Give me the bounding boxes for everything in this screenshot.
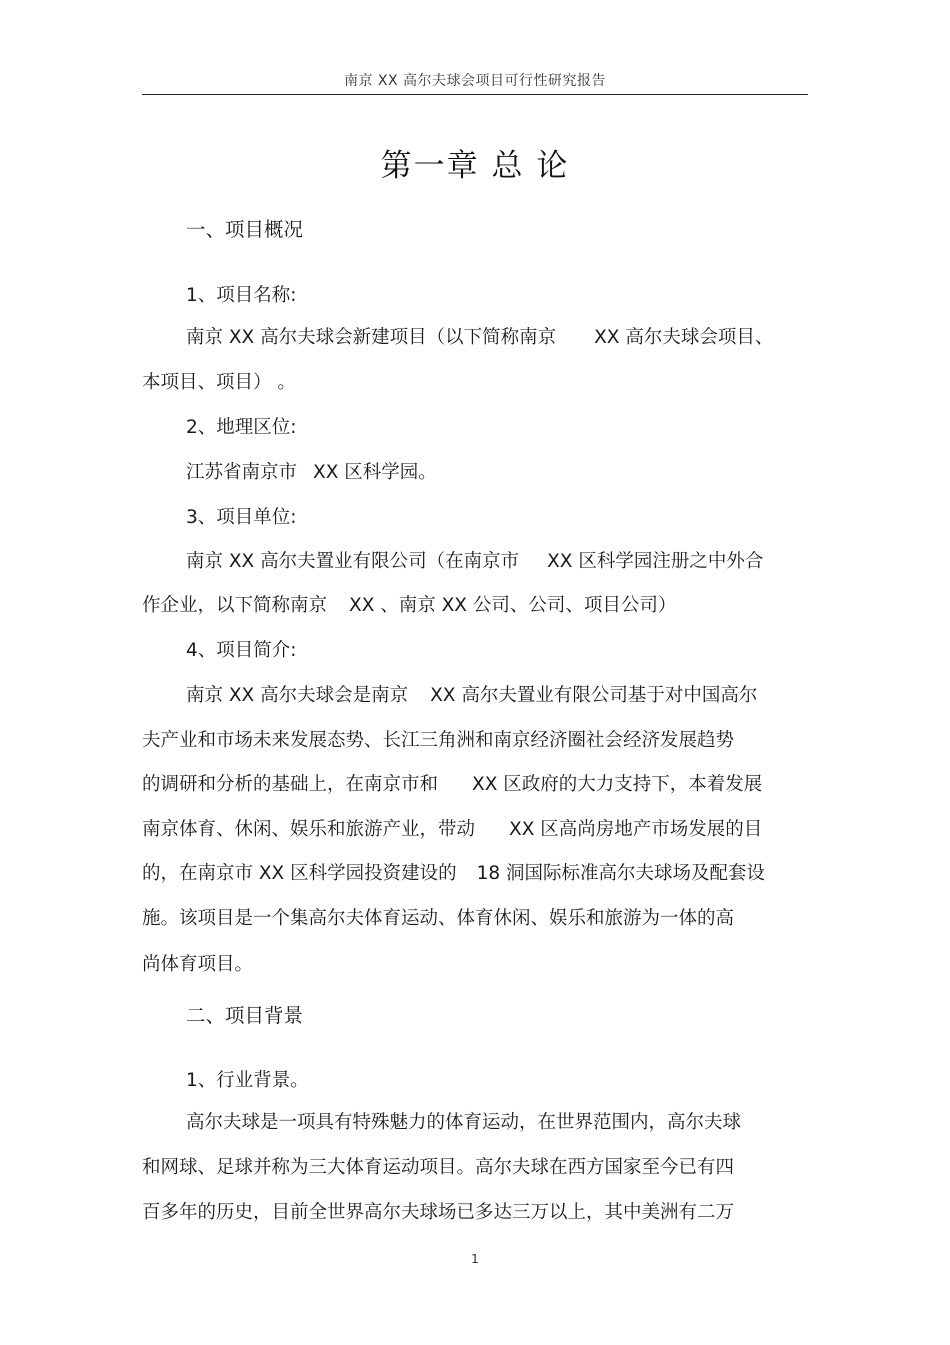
text-span: XX 区科学园。: [313, 462, 437, 483]
text-span: 南京 XX 高尔夫球会新建项目（以下简称南京: [186, 327, 557, 348]
paragraph-line: 本项目、项目） 。: [142, 372, 296, 393]
section-heading-background: 二、项目背景: [186, 1004, 304, 1027]
text-span: XX 区高尚房地产市场发展的目: [509, 819, 763, 840]
item-label-industry-background: 1、行业背景。: [186, 1070, 309, 1091]
text-span: XX 高尔夫球会项目、: [594, 327, 774, 348]
text-span: XX 、南京 XX 公司、公司、项目公司）: [349, 595, 677, 616]
chapter-title: 第一章 总 论: [380, 148, 570, 184]
text-span: XX 区政府的大力支持下，本着发展: [472, 774, 763, 795]
item-label-project-intro: 4、项目简介:: [186, 640, 297, 661]
paragraph-line: 施。该项目是一个集高尔夫体育运动、体育休闲、娱乐和旅游为一体的高: [142, 908, 735, 929]
paragraph-line: [142, 818, 762, 842]
text-span: 江苏省南京市: [186, 462, 298, 483]
header-rule: [142, 94, 808, 95]
paragraph-line: [142, 862, 765, 886]
paragraph-line: [186, 326, 773, 350]
paragraph-line: [186, 550, 763, 574]
text-span: XX 高尔夫置业有限公司基于对中国高尔: [430, 685, 758, 706]
item-label-location: 2、地理区位:: [186, 417, 297, 438]
paragraph-line: 和网球、足球并称为三大体育运动项目。高尔夫球在西方国家至今已有四: [142, 1157, 735, 1178]
paragraph-line: 尚体育项目。: [142, 954, 254, 975]
text-span: 的，在南京市 XX 区科学园投资建设的: [142, 863, 457, 884]
page-number: 1: [471, 1252, 479, 1266]
text-span: 南京 XX 高尔夫置业有限公司（在南京市: [186, 551, 520, 572]
text-span: 南京 XX 高尔夫球会是南京: [186, 685, 409, 706]
running-header: 南京 XX 高尔夫球会项目可行性研究报告: [343, 73, 607, 89]
text-span: 作企业，以下简称南京: [142, 595, 328, 616]
paragraph-line: [142, 773, 762, 797]
text-span: 的调研和分析的基础上，在南京市和: [142, 774, 439, 795]
paragraph-line: [142, 594, 676, 618]
paragraph-line: [186, 461, 437, 485]
text-span: XX 区科学园注册之中外合: [547, 551, 764, 572]
paragraph-line: [186, 684, 757, 708]
item-label-project-unit: 3、项目单位:: [186, 507, 297, 528]
text-span: 18 洞国际标准高尔夫球场及配套设: [476, 863, 766, 884]
paragraph-line: 夫产业和市场未来发展态势、长江三角洲和南京经济圈社会经济发展趋势: [142, 730, 735, 751]
paragraph-line: 百多年的历史，目前全世界高尔夫球场已多达三万以上，其中美洲有二万: [142, 1202, 735, 1223]
section-heading-overview: 一、项目概况: [186, 218, 304, 241]
text-span: 南京体育、休闲、娱乐和旅游产业，带动: [142, 819, 476, 840]
item-label-project-name: 1、项目名称:: [186, 285, 297, 306]
paragraph-line: 高尔夫球是一项具有特殊魅力的体育运动，在世界范围内，高尔夫球: [186, 1112, 742, 1133]
